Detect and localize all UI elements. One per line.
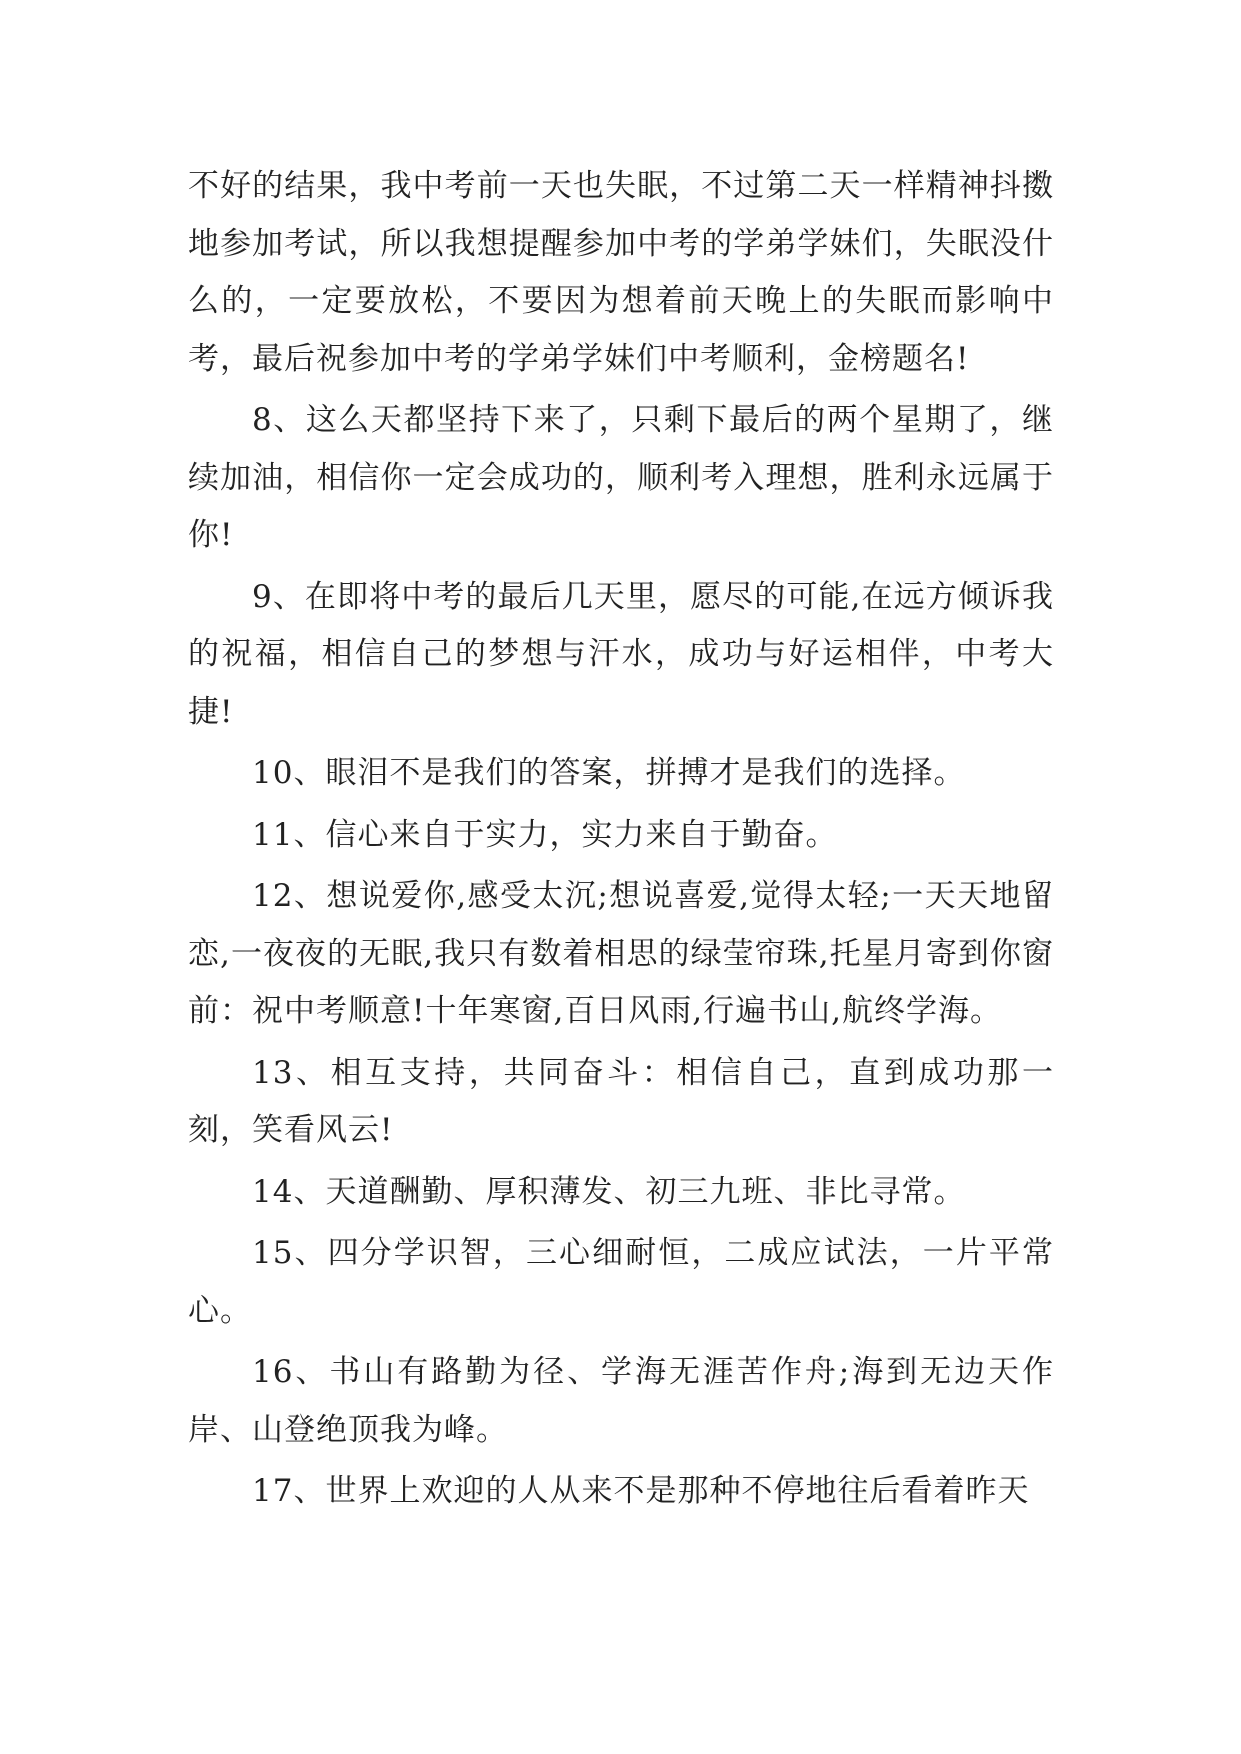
paragraph-item-8: 8、这么天都坚持下来了，只剩下最后的两个星期了，继续加油，相信你一定会成功的，顺利考入理想，胜利永远属于你! [188, 402, 1054, 553]
paragraph-item-15: 15、四分学识智，三心细耐恒，二成应试法，一片平常心。 [188, 1235, 1054, 1329]
paragraph-item-13: 13、相互支持，共同奋斗：相信自己，直到成功那一刻，笑看风云! [188, 1054, 1054, 1148]
paragraph-item-16: 16、书山有路勤为径、学海无涯苦作舟;海到无边天作岸、山登绝顶我为峰。 [188, 1354, 1054, 1448]
paragraph-item-10: 10、眼泪不是我们的答案，拼搏才是我们的选择。 [252, 755, 966, 791]
paragraph-item-9: 9、在即将中考的最后几天里，愿尽的可能,在远方倾诉我的祝福，相信自己的梦想与汗水，成功与好运相伴，中考大捷! [188, 578, 1054, 730]
paragraph-item-12: 12、想说爱你,感受太沉;想说喜爱,觉得太轻;一天天地留恋,一夜夜的无眠,我只有数着相思的绿莹帘珠,托星月寄到你窗前：祝中考顺意!十年寒窗,百日风雨,行遍书山,航终学海。 [188, 878, 1054, 1029]
paragraph-item-17: 17、世界上欢迎的人从来不是那种不停地往后看着昨天 [252, 1473, 1030, 1509]
paragraph-item-14: 14、天道酬勤、厚积薄发、初三九班、非比寻常。 [252, 1173, 966, 1210]
paragraph-continuation: 不好的结果，我中考前一天也失眠，不过第二天一样精神抖擞地参加考试，所以我想提醒参加中考的学弟学妹们，失眠没什么的，一定要放松，不要因为想着前天晚上的失眠而影响中考，最后祝参加中考的学弟学妹们中考顺利，金榜题名! [188, 168, 1054, 377]
paragraph-item-11: 11、信心来自于实力，实力来自于勤奋。 [252, 816, 838, 853]
document-body [188, 158, 1054, 1525]
